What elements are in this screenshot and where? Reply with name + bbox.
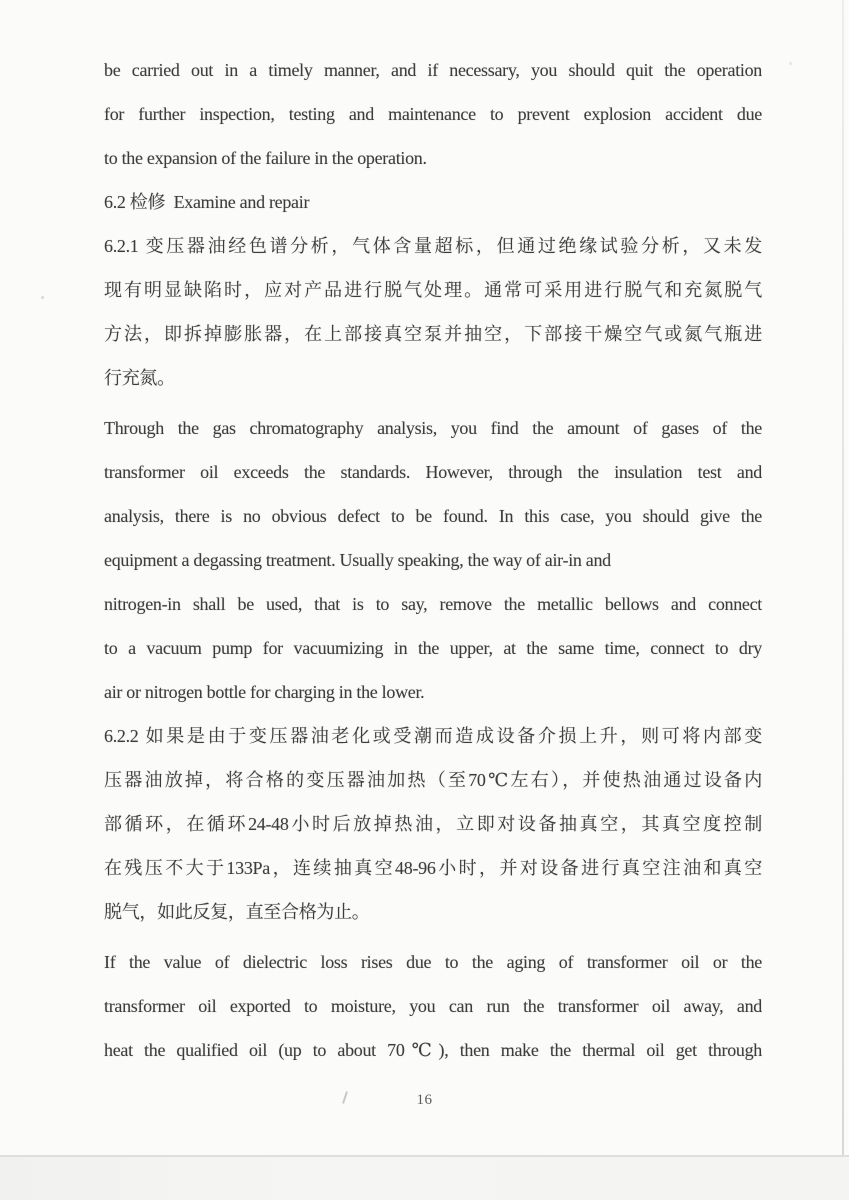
section-6-2-1-chinese-paragraph [104, 224, 762, 400]
text-line: 在残压不大于133Pa，连续抽真空48-96小时，并对设备进行真空注油和真空 [104, 858, 762, 878]
text-line: analysis, there is no obvious defect to be found. In this case, you should give the [104, 506, 762, 526]
scan-speck [789, 62, 792, 65]
intro-paragraph-continuation [104, 48, 762, 180]
text-line: Through the gas chromatography analysis, you find the amount of gases of the [104, 418, 762, 438]
scan-bottom-shadow [0, 1157, 849, 1200]
text-line: for further inspection, testing and maintenance to prevent explosion accident due [104, 104, 762, 124]
text-line: 部循环，在循环24-48小时后放掉热油，立即对设备抽真空，其真空度控制 [104, 814, 762, 834]
text-line: transformer oil exported to moisture, you can run the transformer oil away, and [104, 996, 762, 1016]
text-line: 行充氮。 [104, 368, 175, 388]
text-line: to a vacuum pump for vacuumizing in the upper, at the same time, connect to dry [104, 638, 762, 658]
text-line: nitrogen-in shall be used, that is to say, remove the metallic bellows and connect [104, 594, 762, 614]
document-text [104, 48, 762, 1072]
text-line: 压器油放掉，将合格的变压器油加热（至70℃左右），并使热油通过设备内 [104, 770, 762, 790]
text-line: transformer oil exceeds the standards. However, through the insulation test and [104, 462, 762, 482]
scan-edge-right [842, 0, 844, 1200]
section-6-2-2-chinese-paragraph [104, 714, 762, 934]
text-line: 6.2.2 如果是由于变压器油老化或受潮而造成设备介损上升，则可将内部变 [104, 726, 762, 746]
text-line: air or nitrogen bottle for charging in the lower. [104, 682, 425, 702]
text-line: 现有明显缺陷时，应对产品进行脱气处理。通常可采用进行脱气和充氮脱气 [104, 280, 762, 300]
section-6-2-2-english-paragraph [104, 940, 762, 1072]
text-line: 6.2.1 变压器油经色谱分析，气体含量超标，但通过绝缘试验分析，又未发 [104, 236, 762, 256]
text-line: equipment a degassing treatment. Usually speaking, the way of air-in and [104, 550, 611, 570]
text-line: 6.2 检修 Examine and repair [104, 192, 310, 212]
scan-speck [41, 296, 44, 299]
section-6-2-heading [104, 180, 762, 224]
text-line: 脱气，如此反复，直至合格为止。 [104, 902, 370, 922]
text-line: be carried out in a timely manner, and if necessary, you should quit the operation [104, 60, 762, 80]
section-6-2-1-english-paragraph [104, 406, 762, 714]
text-line: If the value of dielectric loss rises due to the aging of transformer oil or the [104, 952, 762, 972]
text-line: to the expansion of the failure in the operation. [104, 148, 427, 168]
page-number: 16 [416, 1092, 433, 1108]
text-line: heat the qualified oil (up to about 70℃), then make the thermal oil get through [104, 1040, 762, 1060]
text-line: 方法，即拆掉膨胀器，在上部接真空泵并抽空，下部接干燥空气或氮气瓶进 [104, 324, 762, 344]
